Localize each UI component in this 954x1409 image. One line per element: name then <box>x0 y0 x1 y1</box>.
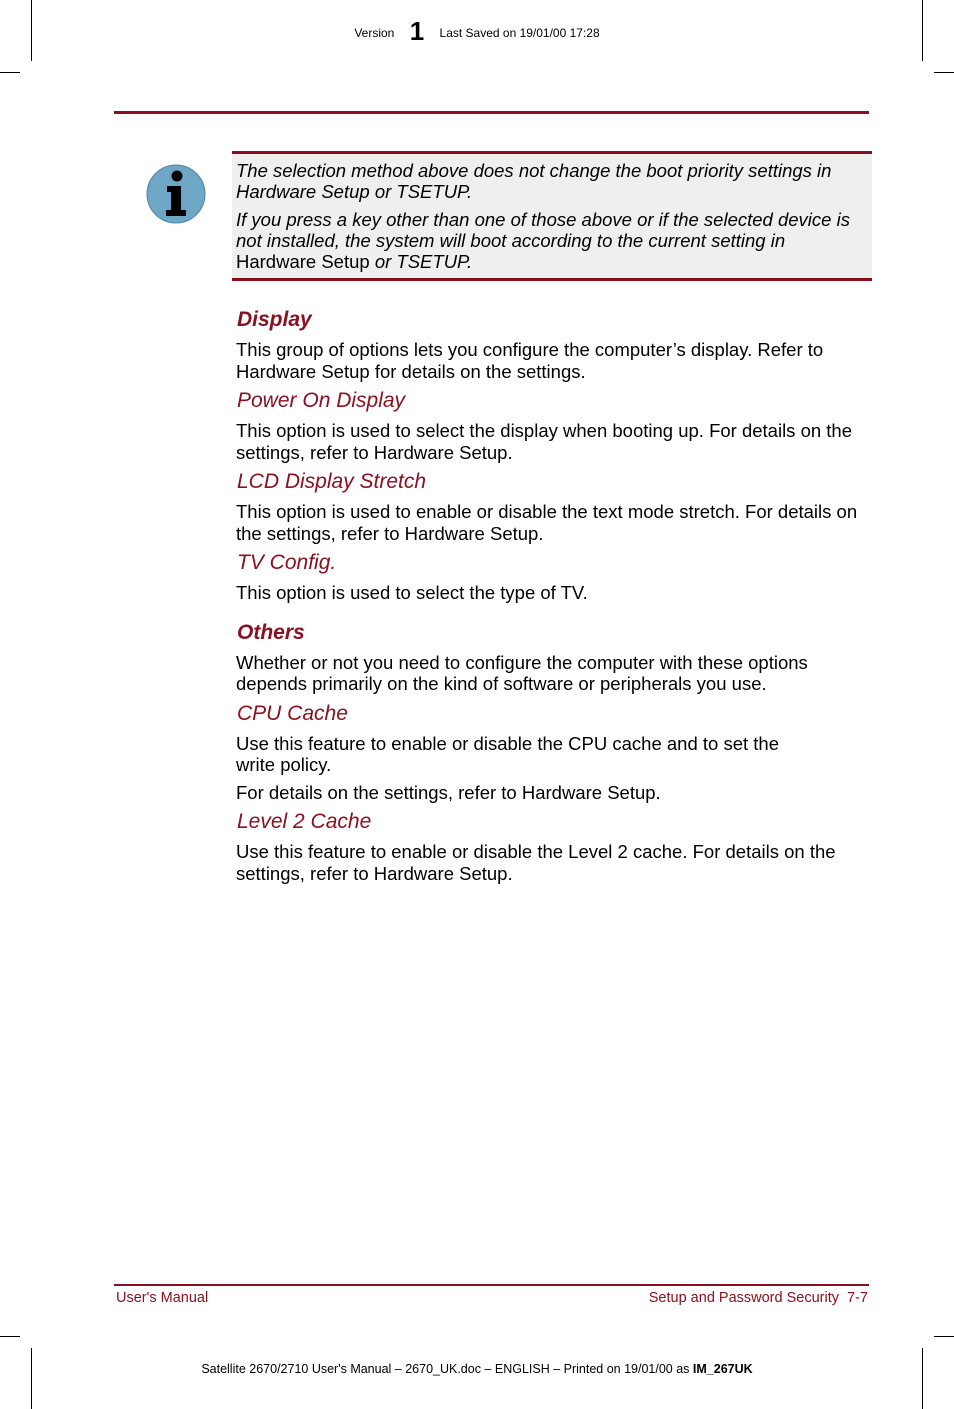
print-info: Satellite 2670/2710 User's Manual – 2670_UK.doc – ENGLISH – Printed on 19/01/00 as IM_267UK <box>201 1362 753 1376</box>
note-paragraph: If you press a key other than one of those above or if the selected device is not installed, the system will boot according to the current setting in Hardware Setup or TSETUP. <box>236 209 850 272</box>
footer-manual-title: User's Manual <box>116 1290 209 1306</box>
subsection-text-level-2-cache: Use this feature to enable or disable the Level 2 cache. For details on the settings, refer to Hardware Setup. <box>236 841 836 884</box>
crop-mark <box>934 72 954 73</box>
subsection-text-lcd-display-stretch: This option is used to enable or disable the text mode stretch. For details on the settings, refer to Hardware Setup. <box>236 501 858 544</box>
crop-mark <box>922 1348 923 1409</box>
subsection-heading-tv-config: TV Config. <box>237 551 337 574</box>
info-icon <box>146 164 206 224</box>
crop-mark <box>0 1336 20 1337</box>
section-heading-display: Display <box>237 308 312 331</box>
section-text-display: This group of options lets you configure the computer’s display. Refer to Hardware Setup for details on the settings. <box>236 339 824 382</box>
crop-mark <box>31 1348 32 1409</box>
footer-rule <box>114 1284 869 1286</box>
crop-mark <box>934 1336 954 1337</box>
note-box <box>232 151 872 281</box>
subsection-heading-level-2-cache: Level 2 Cache <box>237 810 372 833</box>
subsection-text-power-on-display: This option is used to select the display when booting up. For details on the settings, refer to Hardware Setup. <box>236 420 853 463</box>
main-content <box>236 303 876 890</box>
footer-chapter-page: Setup and Password Security 7-7 <box>648 1290 868 1306</box>
crop-mark <box>0 72 20 73</box>
top-rule <box>114 111 869 114</box>
note-paragraph: The selection method above does not change the boot priority settings in Hardware Setup or TSETUP. <box>236 160 832 202</box>
version-label: Version <box>354 26 395 40</box>
version-number: 1 <box>409 16 425 46</box>
subsection-text-cpu-cache-details: For details on the settings, refer to Hardware Setup. <box>236 781 661 803</box>
version-header <box>0 18 954 46</box>
subsection-heading-power-on-display: Power On Display <box>237 389 406 412</box>
section-text-others: Whether or not you need to configure the computer with these options depends primarily on the kind of software or peripherals you use. <box>236 651 808 694</box>
last-saved: Last Saved on 19/01/00 17:28 <box>439 26 600 40</box>
subsection-heading-cpu-cache: CPU Cache <box>237 701 348 725</box>
subsection-text-cpu-cache: Use this feature to enable or disable the CPU cache and to set the write policy. <box>236 732 779 775</box>
section-heading-others: Others <box>237 620 305 644</box>
subsection-text-tv-config: This option is used to select the type of TV. <box>236 582 588 603</box>
subsection-heading-lcd-display-stretch: LCD Display Stretch <box>237 470 427 493</box>
